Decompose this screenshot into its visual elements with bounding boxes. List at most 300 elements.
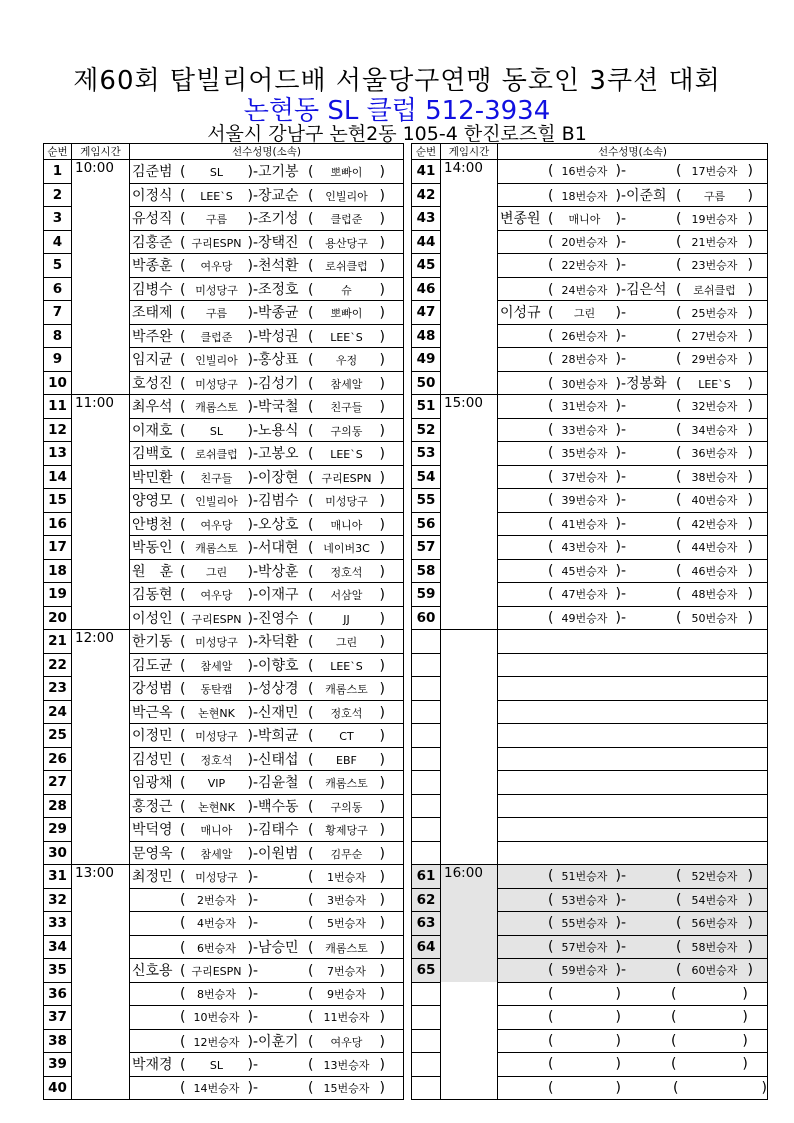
bracket-open: ( xyxy=(548,868,554,885)
match-number: 4 xyxy=(44,230,72,254)
match-players xyxy=(130,818,404,842)
player-name: 성상경 xyxy=(258,681,299,698)
match-number: 7 xyxy=(44,301,72,325)
bracket-close: ) xyxy=(379,164,385,181)
bracket-open: ( xyxy=(180,516,186,533)
bracket-open: ( xyxy=(308,634,314,651)
club-name: 23번승자 xyxy=(691,259,738,273)
bracket-close: ) xyxy=(247,728,253,745)
player-name: 고봉오 xyxy=(258,446,299,463)
bracket-close: ) xyxy=(247,469,253,486)
club-name: 42번승자 xyxy=(691,517,738,531)
game-time xyxy=(441,489,498,513)
bracket-close: ) xyxy=(379,751,385,768)
match-number: 22 xyxy=(44,653,72,677)
bracket-close: ) xyxy=(747,515,753,532)
bracket-open: ( xyxy=(308,516,314,533)
bracket-open: ( xyxy=(180,728,186,745)
match-number: 34 xyxy=(44,935,72,959)
bracket-close: ) xyxy=(379,258,385,275)
bracket-close: ) xyxy=(742,1009,748,1026)
bracket-close: ) xyxy=(747,398,753,415)
bracket-open: ( xyxy=(308,915,314,932)
player-name: 김준범 xyxy=(132,164,173,181)
bracket-open: ( xyxy=(180,375,186,392)
match-players xyxy=(498,606,768,630)
club-name: 뽀빠이 xyxy=(330,166,363,180)
bracket-open: ( xyxy=(180,939,186,956)
player-name: 문영욱 xyxy=(132,845,173,862)
bracket-open: ( xyxy=(308,657,314,674)
club-name: 34번승자 xyxy=(691,423,738,437)
club-name: 미성당구 xyxy=(195,377,238,391)
versus-dash: - xyxy=(252,516,258,533)
player-name: 신태섭 xyxy=(258,751,299,768)
match-number: 6 xyxy=(44,277,72,301)
match-number: 60 xyxy=(412,606,441,630)
match-players xyxy=(498,865,768,889)
club-name: 29번승자 xyxy=(691,353,738,367)
club-name: 슈 xyxy=(341,283,352,297)
bracket-open: ( xyxy=(308,751,314,768)
bracket-open: ( xyxy=(676,187,682,204)
match-number: 57 xyxy=(412,536,441,560)
player-name: 김성민 xyxy=(132,751,173,768)
bracket-close: ) xyxy=(615,492,621,509)
match-players xyxy=(130,1006,404,1030)
match-players xyxy=(498,160,768,184)
bracket-close: ) xyxy=(247,164,253,181)
club-name: 우정 xyxy=(335,354,358,368)
bracket-close: ) xyxy=(247,891,253,908)
versus-dash: - xyxy=(620,586,626,603)
bracket-open: ( xyxy=(180,587,186,604)
bracket-close: ) xyxy=(379,281,385,298)
header-row xyxy=(44,144,404,160)
versus-dash: - xyxy=(252,939,258,956)
bracket-close: ) xyxy=(379,422,385,439)
player-name: 이재구 xyxy=(258,587,299,604)
club-name: 네이버3C xyxy=(323,542,370,556)
player-name: 김백호 xyxy=(132,446,173,463)
game-time xyxy=(441,512,498,536)
bracket-close: ) xyxy=(247,985,253,1002)
match-number: 36 xyxy=(44,982,72,1006)
game-time xyxy=(72,277,130,301)
bracket-open: ( xyxy=(180,1033,186,1050)
match-row xyxy=(44,606,404,630)
match-number: 61 xyxy=(412,865,441,889)
bracket-close: ) xyxy=(615,1009,621,1026)
bracket-open: ( xyxy=(180,281,186,298)
club-name: 52번승자 xyxy=(691,870,738,884)
match-row xyxy=(412,489,768,513)
match-number: 5 xyxy=(44,254,72,278)
bracket-close: ) xyxy=(615,1056,621,1073)
match-players xyxy=(498,677,768,701)
bracket-open: ( xyxy=(676,868,682,885)
bracket-close: ) xyxy=(379,939,385,956)
game-time xyxy=(72,230,130,254)
bracket-close: ) xyxy=(747,492,753,509)
match-players xyxy=(498,1053,768,1077)
match-players xyxy=(130,160,404,184)
match-row xyxy=(44,653,404,677)
bracket-close: ) xyxy=(615,305,621,322)
match-row xyxy=(412,207,768,231)
match-row xyxy=(412,865,768,889)
club-name: 캐롬스토 xyxy=(325,941,368,955)
match-number xyxy=(412,1053,441,1077)
club-name: 뽀빠이 xyxy=(330,307,363,321)
player-name: 이준희 xyxy=(626,187,667,204)
versus-dash: - xyxy=(252,281,258,298)
bracket-open: ( xyxy=(676,938,682,955)
player-name: 이원범 xyxy=(258,845,299,862)
bracket-close: ) xyxy=(615,445,621,462)
match-players xyxy=(130,677,404,701)
bracket-open: ( xyxy=(180,963,186,980)
bracket-open: ( xyxy=(676,351,682,368)
player-name: 서대현 xyxy=(258,540,299,557)
bracket-close: ) xyxy=(247,1033,253,1050)
bracket-close: ) xyxy=(747,351,753,368)
match-row xyxy=(44,888,404,912)
bracket-open: ( xyxy=(180,634,186,651)
game-time xyxy=(441,700,498,724)
versus-dash: - xyxy=(620,163,626,180)
match-number: 8 xyxy=(44,324,72,348)
club-name: 20번승자 xyxy=(561,235,608,249)
club-name: 캐롬스토 xyxy=(195,542,238,556)
club-name: 미성당구 xyxy=(195,730,238,744)
match-number: 29 xyxy=(44,818,72,842)
match-number: 37 xyxy=(44,1006,72,1030)
bracket-close: ) xyxy=(247,399,253,416)
bracket-open: ( xyxy=(308,587,314,604)
match-players xyxy=(130,747,404,771)
match-row xyxy=(412,606,768,630)
player-name: 한기동 xyxy=(132,634,173,651)
club-name: SL xyxy=(209,1059,224,1073)
bracket-open: ( xyxy=(548,586,554,603)
bracket-close: ) xyxy=(379,657,385,674)
match-row xyxy=(44,677,404,701)
club-name: 49번승자 xyxy=(561,611,608,625)
match-number xyxy=(412,818,441,842)
game-time xyxy=(72,959,130,983)
versus-dash: - xyxy=(620,281,626,298)
versus-dash: - xyxy=(252,328,258,345)
game-time xyxy=(72,771,130,795)
player-name: 진영수 xyxy=(258,610,299,627)
versus-dash: - xyxy=(252,399,258,416)
game-time: 10:00 xyxy=(72,160,130,184)
bracket-open: ( xyxy=(308,328,314,345)
bracket-close: ) xyxy=(747,187,753,204)
club-name: 서삼알 xyxy=(330,589,363,603)
club-name: 동탄캡 xyxy=(200,683,233,697)
bracket-open: ( xyxy=(308,845,314,862)
match-players xyxy=(498,465,768,489)
match-row xyxy=(44,395,404,419)
player-name: 박재경 xyxy=(132,1057,173,1074)
bracket-close: ) xyxy=(247,422,253,439)
player-name: 김병수 xyxy=(132,281,173,298)
player-name: 박상훈 xyxy=(258,563,299,580)
game-time xyxy=(441,536,498,560)
match-players xyxy=(130,254,404,278)
versus-dash: - xyxy=(252,985,258,1002)
match-number: 11 xyxy=(44,395,72,419)
club-name: 정호석 xyxy=(330,706,363,720)
bracket-close: ) xyxy=(247,281,253,298)
versus-dash: - xyxy=(620,938,626,955)
bracket-close: ) xyxy=(747,233,753,250)
versus-dash: - xyxy=(252,375,258,392)
match-number: 24 xyxy=(44,700,72,724)
bracket-open: ( xyxy=(308,164,314,181)
game-time xyxy=(441,959,498,983)
club-name: 41번승자 xyxy=(561,517,608,531)
bracket-open: ( xyxy=(548,1056,554,1073)
schedule-table-right xyxy=(411,143,768,1100)
bracket-open: ( xyxy=(180,985,186,1002)
bracket-close: ) xyxy=(379,234,385,251)
bracket-close: ) xyxy=(379,469,385,486)
bracket-open: ( xyxy=(670,1056,677,1073)
match-number: 65 xyxy=(412,959,441,983)
club-name: 8번승자 xyxy=(197,987,236,1001)
club-name: 36번승자 xyxy=(691,447,738,461)
bracket-open: ( xyxy=(180,845,186,862)
player-name: 박국철 xyxy=(258,399,299,416)
bracket-open: ( xyxy=(548,938,554,955)
game-time xyxy=(441,418,498,442)
bracket-open: ( xyxy=(548,1032,554,1049)
bracket-close: ) xyxy=(379,493,385,510)
match-number: 56 xyxy=(412,512,441,536)
match-players xyxy=(498,371,768,395)
club-name: 그린 xyxy=(335,636,358,650)
club-name: 44번승자 xyxy=(691,541,738,555)
match-row xyxy=(412,301,768,325)
match-row xyxy=(44,301,404,325)
versus-dash: - xyxy=(620,257,626,274)
player-name: 이훈기 xyxy=(258,1033,299,1050)
match-players xyxy=(130,207,404,231)
match-players xyxy=(130,1076,404,1100)
versus-dash: - xyxy=(620,445,626,462)
match-number: 41 xyxy=(412,160,441,184)
bracket-open: ( xyxy=(548,515,554,532)
match-row xyxy=(412,959,768,983)
bracket-close: ) xyxy=(615,468,621,485)
bracket-close: ) xyxy=(615,938,621,955)
game-time xyxy=(72,1029,130,1053)
bracket-close: ) xyxy=(747,586,753,603)
club-name: LEE`S xyxy=(330,659,363,673)
game-time xyxy=(72,207,130,231)
club-name: 9번승자 xyxy=(327,987,366,1001)
player-name: 백수동 xyxy=(258,798,299,815)
bracket-close: ) xyxy=(615,868,621,885)
club-name: 여우당 xyxy=(200,518,233,532)
game-time xyxy=(72,888,130,912)
club-name: 60번승자 xyxy=(691,964,738,978)
game-time: 15:00 xyxy=(441,395,498,419)
match-players xyxy=(498,982,768,1006)
club-name: 6번승자 xyxy=(197,941,236,955)
player-name: 장택진 xyxy=(258,234,299,251)
bracket-close: ) xyxy=(379,563,385,580)
game-time xyxy=(441,254,498,278)
bracket-open: ( xyxy=(308,775,314,792)
match-number: 35 xyxy=(44,959,72,983)
bracket-open: ( xyxy=(548,1009,554,1026)
match-number: 45 xyxy=(412,254,441,278)
game-time xyxy=(441,207,498,231)
bracket-close: ) xyxy=(247,610,253,627)
match-row xyxy=(44,489,404,513)
bracket-close: ) xyxy=(379,985,385,1002)
player-name: 양영모 xyxy=(132,493,173,510)
match-players xyxy=(130,371,404,395)
match-row xyxy=(44,277,404,301)
versus-dash: - xyxy=(620,211,626,228)
bracket-close: ) xyxy=(247,681,253,698)
club-name: 32번승자 xyxy=(691,400,738,414)
club-name: 45번승자 xyxy=(561,564,608,578)
versus-dash: - xyxy=(252,869,258,886)
bracket-open: ( xyxy=(676,515,682,532)
versus-dash: - xyxy=(620,609,626,626)
bracket-close: ) xyxy=(247,187,253,204)
game-time xyxy=(441,465,498,489)
game-time xyxy=(441,747,498,771)
bracket-close: ) xyxy=(615,421,621,438)
game-time xyxy=(441,324,498,348)
bracket-open: ( xyxy=(548,327,554,344)
game-time xyxy=(441,371,498,395)
match-number: 2 xyxy=(44,183,72,207)
club-name: VIP xyxy=(207,777,226,791)
bracket-open: ( xyxy=(308,1057,314,1074)
bracket-close: ) xyxy=(747,468,753,485)
match-row xyxy=(44,747,404,771)
game-time: 13:00 xyxy=(72,865,130,889)
match-row xyxy=(44,442,404,466)
match-number: 55 xyxy=(412,489,441,513)
player-name: 김도균 xyxy=(132,657,173,674)
bracket-close: ) xyxy=(379,328,385,345)
match-players xyxy=(130,324,404,348)
match-row xyxy=(412,371,768,395)
match-row xyxy=(412,630,768,654)
bracket-open: ( xyxy=(180,891,186,908)
versus-dash: - xyxy=(252,822,258,839)
bracket-open: ( xyxy=(548,163,554,180)
bracket-open: ( xyxy=(548,609,554,626)
match-number xyxy=(412,700,441,724)
bracket-open: ( xyxy=(308,985,314,1002)
club-name: 여우당 xyxy=(330,1035,363,1049)
bracket-open: ( xyxy=(676,539,682,556)
versus-dash: - xyxy=(252,1057,258,1074)
bracket-close: ) xyxy=(747,938,753,955)
match-players xyxy=(130,559,404,583)
match-players xyxy=(498,559,768,583)
bracket-close: ) xyxy=(747,281,753,298)
match-players xyxy=(130,841,404,865)
match-number xyxy=(412,1076,441,1100)
bracket-close: ) xyxy=(379,704,385,721)
match-row xyxy=(412,442,768,466)
game-time xyxy=(441,348,498,372)
game-time xyxy=(441,935,498,959)
bracket-open: ( xyxy=(548,915,554,932)
header-players: 선수성명(소속) xyxy=(130,144,404,160)
bracket-open: ( xyxy=(670,985,677,1002)
bracket-open: ( xyxy=(548,891,554,908)
match-players xyxy=(130,489,404,513)
bracket-open: ( xyxy=(180,493,186,510)
match-row xyxy=(44,865,404,889)
versus-dash: - xyxy=(252,540,258,557)
game-time xyxy=(441,230,498,254)
bracket-close: ) xyxy=(747,257,753,274)
match-number xyxy=(412,1006,441,1030)
versus-dash: - xyxy=(252,775,258,792)
versus-dash: - xyxy=(620,492,626,509)
bracket-open: ( xyxy=(548,962,554,979)
game-time xyxy=(441,653,498,677)
club-name: 구름 xyxy=(205,307,228,321)
header-no: 순번 xyxy=(412,144,441,160)
match-players xyxy=(498,418,768,442)
club-name: 미성당구 xyxy=(195,871,238,885)
bracket-close: ) xyxy=(379,540,385,557)
match-row xyxy=(412,418,768,442)
player-name: 김은석 xyxy=(626,281,667,298)
match-players xyxy=(130,395,404,419)
club-name: 59번승자 xyxy=(561,964,608,978)
player-name: 김태수 xyxy=(258,822,299,839)
bracket-close: ) xyxy=(747,445,753,462)
match-row xyxy=(44,559,404,583)
bracket-close: ) xyxy=(615,163,621,180)
club-name: 31번승자 xyxy=(561,400,608,414)
match-players xyxy=(498,724,768,748)
player-name: 정봉화 xyxy=(626,375,667,392)
bracket-open: ( xyxy=(308,187,314,204)
match-number xyxy=(412,653,441,677)
bracket-close: ) xyxy=(615,515,621,532)
club-name: 클럽준 xyxy=(330,213,363,227)
player-name: 김동현 xyxy=(132,587,173,604)
header-time: 게임시간 xyxy=(441,144,498,160)
match-players xyxy=(130,606,404,630)
bracket-open: ( xyxy=(670,1009,677,1026)
game-time xyxy=(72,747,130,771)
versus-dash: - xyxy=(252,751,258,768)
versus-dash: - xyxy=(252,891,258,908)
match-number: 43 xyxy=(412,207,441,231)
match-number: 53 xyxy=(412,442,441,466)
match-number: 13 xyxy=(44,442,72,466)
header-no: 순번 xyxy=(44,144,72,160)
club-name: LEE`S xyxy=(330,448,363,462)
